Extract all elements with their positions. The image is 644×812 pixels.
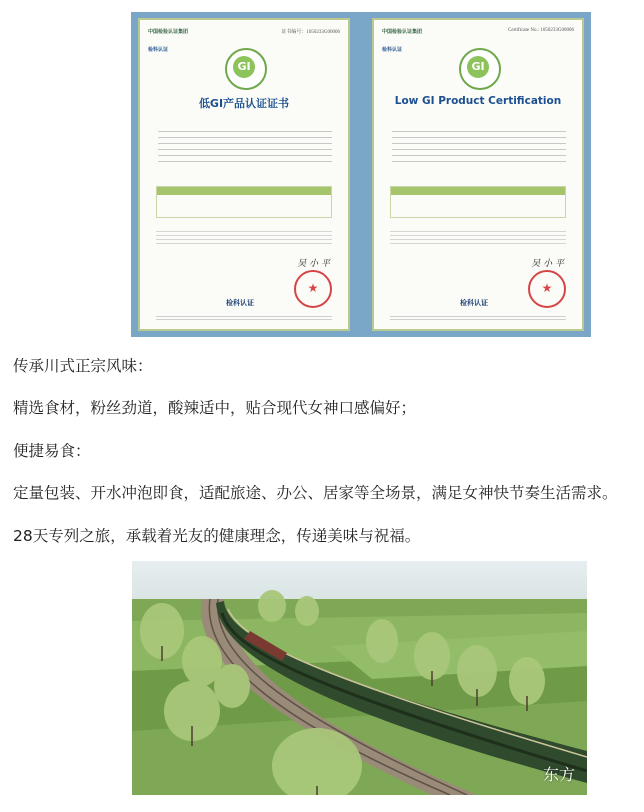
seal-text: GI [233, 56, 255, 78]
red-stamp-icon: ★ [294, 270, 332, 308]
paragraph-heading-convenience: 便捷易食： [13, 442, 91, 460]
certificate-scope-table [156, 186, 332, 218]
footer-logo: 检科认证 [226, 299, 254, 307]
brand-mark: 检科认证 [382, 48, 403, 53]
certificate-fields [392, 126, 566, 167]
certificate-photo [131, 12, 591, 337]
brand-mark: 检科认证 [148, 48, 169, 53]
certificate-chinese [138, 18, 350, 331]
certificate-statement [156, 228, 332, 247]
paragraph-flavor: 精选食材，粉丝劲道，酸辣适中，贴合现代女神口感偏好； [13, 399, 417, 417]
issuer-name: 中国检验认证集团 [148, 30, 189, 35]
photo-watermark: 东方 [542, 765, 575, 784]
footer-address [390, 314, 566, 322]
issuer-name: 中国检验认证集团 [382, 30, 423, 35]
seal-text: GI [467, 56, 489, 78]
red-stamp-icon: ★ [528, 270, 566, 308]
certificate-number: 证书编号：1050233G00006 [281, 30, 340, 35]
signature: 吴 小 平 [297, 259, 330, 269]
low-gi-seal-icon [225, 48, 267, 90]
certificate-number: Certificate No.: 1050233G00006 [508, 28, 574, 33]
footer-address [156, 314, 332, 322]
train-scene [132, 561, 587, 795]
footer-logo: 检科认证 [460, 299, 488, 307]
certificate-header [148, 26, 340, 42]
certificate-header [382, 26, 574, 42]
paragraph-journey: 28天专列之旅，承载着光友的健康理念，传递美味与祝福。 [13, 527, 421, 545]
paragraph-heading-flavor: 传承川式正宗风味： [13, 357, 153, 375]
certificate-scope-table [390, 186, 566, 218]
paragraph-convenience: 定量包装、开水冲泡即食，适配旅途、办公、居家等全场景，满足女神快节奏生活需求。 [13, 484, 618, 502]
certificate-fields [158, 126, 332, 167]
certificate-english [372, 18, 584, 331]
train-photo [132, 561, 587, 795]
certificate-title: Low GI Product Certification [394, 95, 562, 107]
certificate-title: 低GI产品认证证书 [198, 97, 290, 110]
certificate-statement [390, 228, 566, 247]
signature: 吴 小 平 [531, 259, 564, 269]
low-gi-seal-icon [459, 48, 501, 90]
